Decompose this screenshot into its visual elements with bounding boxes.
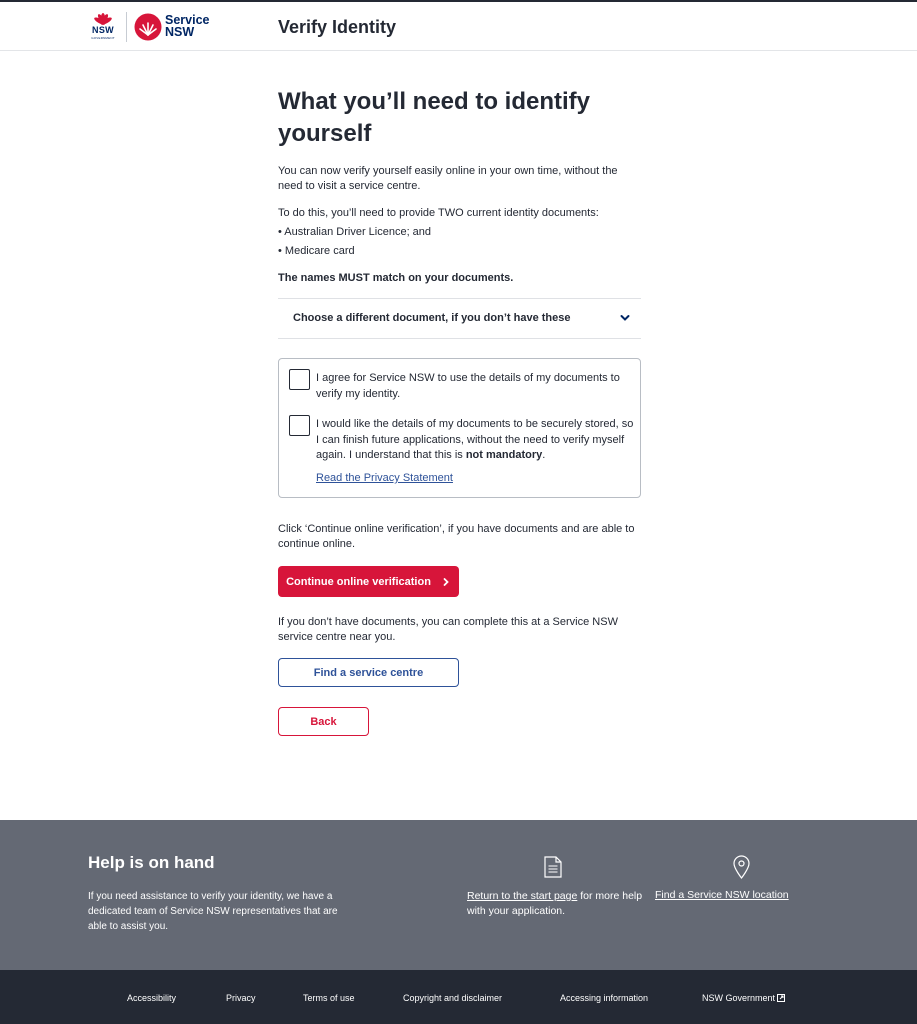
header-title: Verify Identity [278,17,397,37]
page-title [278,86,641,150]
return-start-link[interactable]: Return to the start page [467,890,578,902]
consent-label-use-details: I agree for Service NSW to use the details of my documents to verify my identity. [316,372,620,400]
nsw-logo-sub: GOVERNMENT [91,36,115,40]
page-title-line1: What you’ll need to identify [278,88,590,115]
footer-link-privacy[interactable]: Privacy [226,993,256,1003]
different-document-accordion[interactable] [278,298,641,339]
footer-bar [0,970,917,1024]
help-text: If you need assistance to verify your identity, we have a dedicated team of Service NSW representatives that are able to assist you. [88,891,338,932]
waratah-icon [88,10,118,26]
doc-item: • Australian Driver Licence; and [278,226,432,238]
location-pin-icon [733,855,750,879]
external-link-icon [777,994,785,1002]
privacy-statement-link[interactable]: Read the Privacy Statement [316,472,453,484]
footer-link-accessing-information[interactable]: Accessing information [560,993,649,1003]
logo-divider [126,12,127,42]
intro-text: You can now verify yourself easily online in your own time, without the need to visit a service centre. [278,165,618,192]
consent-checkbox-store-details[interactable] [289,415,310,436]
doc-item: • Medicare card [278,245,355,257]
service-nsw-wordmark [165,14,209,38]
no-documents-note: If you don’t have documents, you can complete this at a Service NSW service centre near you. [278,616,618,643]
service-nsw-logo-icon[interactable] [134,13,162,41]
back-button-label: Back [310,715,337,728]
chevron-down-icon [619,312,631,324]
document-icon [544,856,562,878]
back-button[interactable] [278,707,369,736]
continue-online-verification-button[interactable] [278,566,459,597]
find-button-label: Find a service centre [313,666,424,679]
footer-link-terms[interactable]: Terms of use [303,993,355,1003]
consent-checkbox-use-details[interactable] [289,369,310,390]
page-title-line2: yourself [278,120,372,147]
continue-note: Click ‘Continue online verification’, if you have documents and are able to continue online. [278,523,635,550]
help-section [0,820,917,970]
footer-link-copyright[interactable]: Copyright and disclaimer [403,993,503,1003]
footer-link-nsw-government[interactable] [702,993,785,1003]
footer-link-accessibility[interactable]: Accessibility [127,993,177,1003]
return-start-text [467,889,647,919]
find-service-centre-button[interactable] [278,658,459,687]
return-start-suffix: for more help with your application. [467,890,643,917]
chevron-right-icon [441,577,451,587]
accordion-label: Choose a different document, if you don’t have these [293,312,571,324]
consent2-end: . [542,449,546,461]
consent2-text: I would like the details of my documents to be securely stored, so I can finish future applications, without the need to verify myself again. I understand that this is [316,418,634,461]
help-title: Help is on hand [88,853,215,872]
service-word: Service [165,13,210,27]
nsw-word: NSW [165,25,195,39]
nsw-government-logo[interactable] [88,10,118,44]
names-note: The names MUST match on your documents. [278,272,514,284]
docs-intro-text: To do this, you’ll need to provide TWO current identity documents: [278,207,599,219]
nsw-government-label: NSW Government [702,993,776,1003]
continue-button-label: Continue online verification [286,575,431,588]
site-header [0,2,917,51]
consent2-bold: not mandatory [465,449,543,461]
consent-label-store-details [316,417,634,464]
nsw-logo-word: NSW [92,25,114,35]
consent-box [278,358,641,498]
find-location-link[interactable]: Find a Service NSW location [655,889,789,901]
